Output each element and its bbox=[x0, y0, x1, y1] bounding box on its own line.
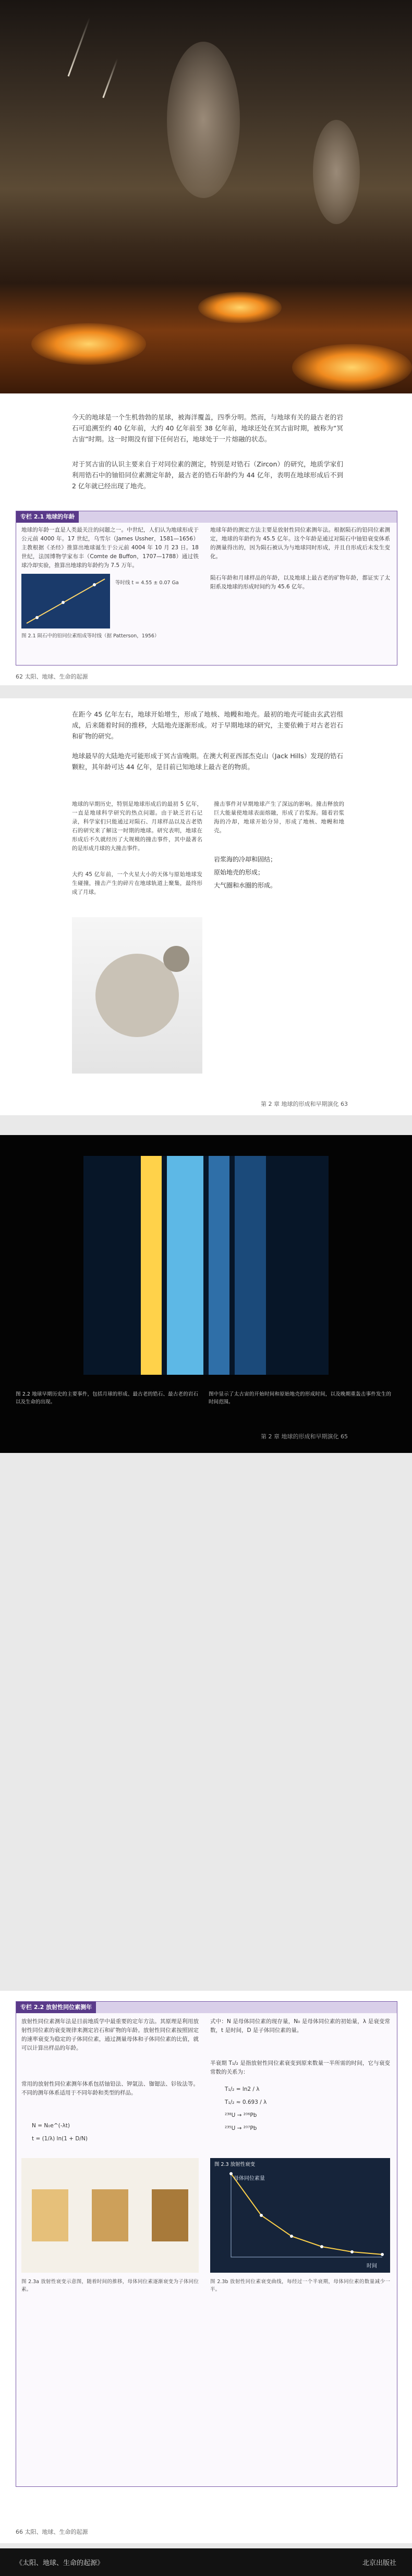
intro-paragraph: 今天的地球是一个生机勃勃的星球，被海洋覆盖，四季分明。然而，与地球有关的最古老的岩石可追溯至约 40 亿年前，大约 40 亿年前至 38 亿年前，地球还处在冥古宙时期，被称为“冥古宙”时期。这一时期没有留下任何岩石，地球处于一片熔融的状态。 bbox=[72, 413, 343, 443]
isochron-plot bbox=[21, 574, 110, 628]
decay-point bbox=[260, 2214, 263, 2217]
page-4 bbox=[0, 1991, 412, 2543]
impact-diagram bbox=[72, 917, 202, 1074]
box2-equation-3: T₁/₂ = ln2 / λ bbox=[225, 2086, 260, 2092]
decay-illustration bbox=[21, 2158, 199, 2273]
isochron-caption: 图 2.1 陨石中的铅同位素组成等时线（据 Patterson，1956） bbox=[21, 633, 160, 639]
page2-intro-2: 地球最早的大陆地壳可能形成于冥古宙晚期。在澳大利亚西部杰克山（Jack Hills）发现的锆石颗粒，其年龄可达 44 亿年，是目前已知地球上最古老的物质。 bbox=[72, 752, 343, 771]
page-folio: 62 太阳、地球、生命的起源 bbox=[16, 673, 88, 680]
hero-illustration bbox=[0, 0, 412, 393]
page4-folio: 66 太阳、地球、生命的起源 bbox=[16, 2529, 88, 2535]
bullet-item-1: 岩浆海的冷却和固结； bbox=[214, 856, 277, 863]
box2-equation-6: ²³⁵U → ²⁰⁷Pb bbox=[225, 2125, 257, 2131]
box2-right-text-2: 半衰期 T₁/₂ 是指放射性同位素衰变到原来数量一半所需的时间，它与衰变常数的关系为： bbox=[210, 2060, 390, 2075]
page2-left-column-2: 大约 45 亿年前，一个火星大小的天体与原始地球发生碰撞，撞击产生的碎片在地球轨道上聚集，最终形成了月球。 bbox=[72, 871, 202, 895]
decay-chart-title: 图 2.3 放射性衰变 bbox=[214, 2162, 256, 2167]
box-title: 地球的年龄 bbox=[46, 513, 75, 520]
box2-equation-4: T₁/₂ ≈ 0.693 / λ bbox=[225, 2099, 267, 2105]
decay-chart-svg bbox=[210, 2158, 390, 2273]
timeline-plate bbox=[0, 1135, 412, 1453]
footer-title: 《太阳、地球、生命的起源》 bbox=[16, 2559, 104, 2567]
box2-right-text: 式中：N 是母体同位素的现存量，N₀ 是母体同位素的初始量，λ 是衰变常数，t 是时间，D 是子体同位素的量。 bbox=[210, 2018, 390, 2033]
box2-label: 专栏 2.2 bbox=[20, 2004, 44, 2011]
chart-axes bbox=[231, 2174, 382, 2257]
page2-intro: 在距今 45 亿年左右，地球开始增生，形成了地核、地幔和地壳。最初的地壳可能由玄武岩组成，后来随着时间的推移，大陆地壳逐渐形成。对于早期地球的研究，主要依赖于对古老岩石和矿物的研究。 bbox=[72, 710, 343, 740]
sidebar-box-2-2 bbox=[16, 2001, 397, 2487]
plate-folio: 第 2 章 地球的形成和早期演化 65 bbox=[261, 1433, 348, 1440]
box2-title: 放射性同位素测年 bbox=[46, 2004, 92, 2011]
bullet-item-2: 原始地壳的形成； bbox=[214, 869, 264, 876]
isochron-label: 等时线 t = 4.55 ± 0.07 Ga bbox=[115, 580, 179, 586]
page2-left-column: 地球的早期历史，特别是地球形成后的最初 5 亿年，一直是地球科学研究的热点问题。由于缺乏岩石记录，科学家们只能通过对陨石、月球样品以及古老锆石的研究来了解这一时期的地球。研究表明，地球在形成后不久就经历了大规模的撞击事件，其中最著名的是形成月球的大撞击事件。 bbox=[72, 801, 202, 852]
second-paragraph: 对于冥古宙的认识主要来自于对同位素的测定，特别是对锆石（Zircon）的研究，地质学家们利用锆石中的铀铅同位素测定年龄，最古老的锆石年龄约为 44 亿年，表明在地球形成后不到 2 亿年就已经出现了地壳。 bbox=[72, 460, 343, 490]
box2-equation-1: N = N₀e^(-λt) bbox=[32, 2123, 70, 2129]
decay-caption-b: 图 2.3b 放射性同位素衰变曲线，每经过一个半衰期，母体同位素的数量减少一半。 bbox=[210, 2279, 390, 2292]
page2-right-column: 撞击事件对早期地球产生了深远的影响。撞击释放的巨大能量使地球表面熔融，形成了岩浆海。随着岩浆海的冷却，地球开始分异，形成了地核、地幔和地壳。 bbox=[214, 801, 344, 834]
box-left-text: 地球的年龄一直是人类最关注的问题之一。中世纪，人们认为地球形成于公元前 4000 年。17 世纪，乌雪尔（James Ussher，1581—1656）主教根据《圣经》推算出地球诞生于公元前 4004 年 10 月 23 日。18 世纪，法国博物学家布丰（Comte de Buffon，1707—1788）通过铁球冷却实验，推算出地球的年龄约为 7.5 万年。 bbox=[21, 527, 199, 569]
page-1 bbox=[0, 0, 412, 685]
box-right-text: 地球年龄的测定方法主要是放射性同位素测年法。根据陨石的铅同位素测定，地球的年龄约为 45.5 亿年。这个年龄是通过对陨石中铀铅衰变体系的测量得出的，因为陨石被认为与地球同时形成，并且自形成后未发生变化。 bbox=[210, 527, 390, 560]
plate-caption-left: 图 2.2 地球早期历史的主要事件，包括月球的形成、最古老的锆石、最古老的岩石以及生命的出现。 bbox=[16, 1391, 198, 1405]
isochron-figure bbox=[21, 574, 110, 628]
decay-point bbox=[229, 2172, 233, 2175]
box-right-text-2: 陨石年龄和月球样品的年龄，以及地球上最古老的矿物年龄，都证实了太阳系及地球的形成时间约为 45.6 亿年。 bbox=[210, 575, 390, 590]
chart-ylabel: 母体同位素量 bbox=[234, 2176, 265, 2181]
page-2 bbox=[0, 698, 412, 1115]
footer-publisher: 北京出版社 bbox=[362, 2559, 396, 2567]
decay-point bbox=[350, 2250, 354, 2253]
box2-equation-5: ²³⁸U → ²⁰⁶Pb bbox=[225, 2112, 257, 2118]
box2-left-text-2: 常用的放射性同位素测年体系包括铀铅法、钾氩法、铷锶法、钐钕法等。不同的测年体系适用于不同年龄和类型的样品。 bbox=[21, 2081, 199, 2096]
decay-point bbox=[320, 2245, 323, 2248]
sidebar-box-2-1 bbox=[16, 511, 397, 665]
decay-chart bbox=[210, 2158, 390, 2273]
plate-caption-right: 图中显示了太古宙的开始时间和原始地壳的形成时间，以及晚期重轰击事件发生的时间范围。 bbox=[209, 1391, 391, 1405]
page2-folio: 第 2 章 地球的形成和早期演化 63 bbox=[261, 1101, 348, 1107]
bullet-item-3: 大气圈和水圈的形成。 bbox=[214, 882, 277, 889]
box2-equation-2: t = (1/λ) ln(1 + D/N) bbox=[32, 2136, 88, 2142]
box-label: 专栏 2.1 bbox=[20, 513, 44, 520]
decay-point bbox=[381, 2253, 384, 2256]
decay-caption-a: 图 2.3a 放射性衰变示意图，随着时间的推移，母体同位素逐渐衰变为子体同位素。 bbox=[21, 2279, 199, 2292]
decay-series-line bbox=[231, 2174, 382, 2254]
chart-xlabel: 时间 bbox=[367, 2263, 377, 2269]
footer-bar bbox=[0, 2548, 412, 2576]
decay-point bbox=[290, 2235, 293, 2238]
box2-left-text: 放射性同位素测年法是目前地质学中最重要的定年方法。其原理是利用放射性同位素的衰变规律来测定岩石和矿物的年龄。放射性同位素按照固定的速率衰变为稳定的子体同位素，通过测量母体和子体同位素的比值，就可以计算出样品的年龄。 bbox=[21, 2018, 199, 2051]
